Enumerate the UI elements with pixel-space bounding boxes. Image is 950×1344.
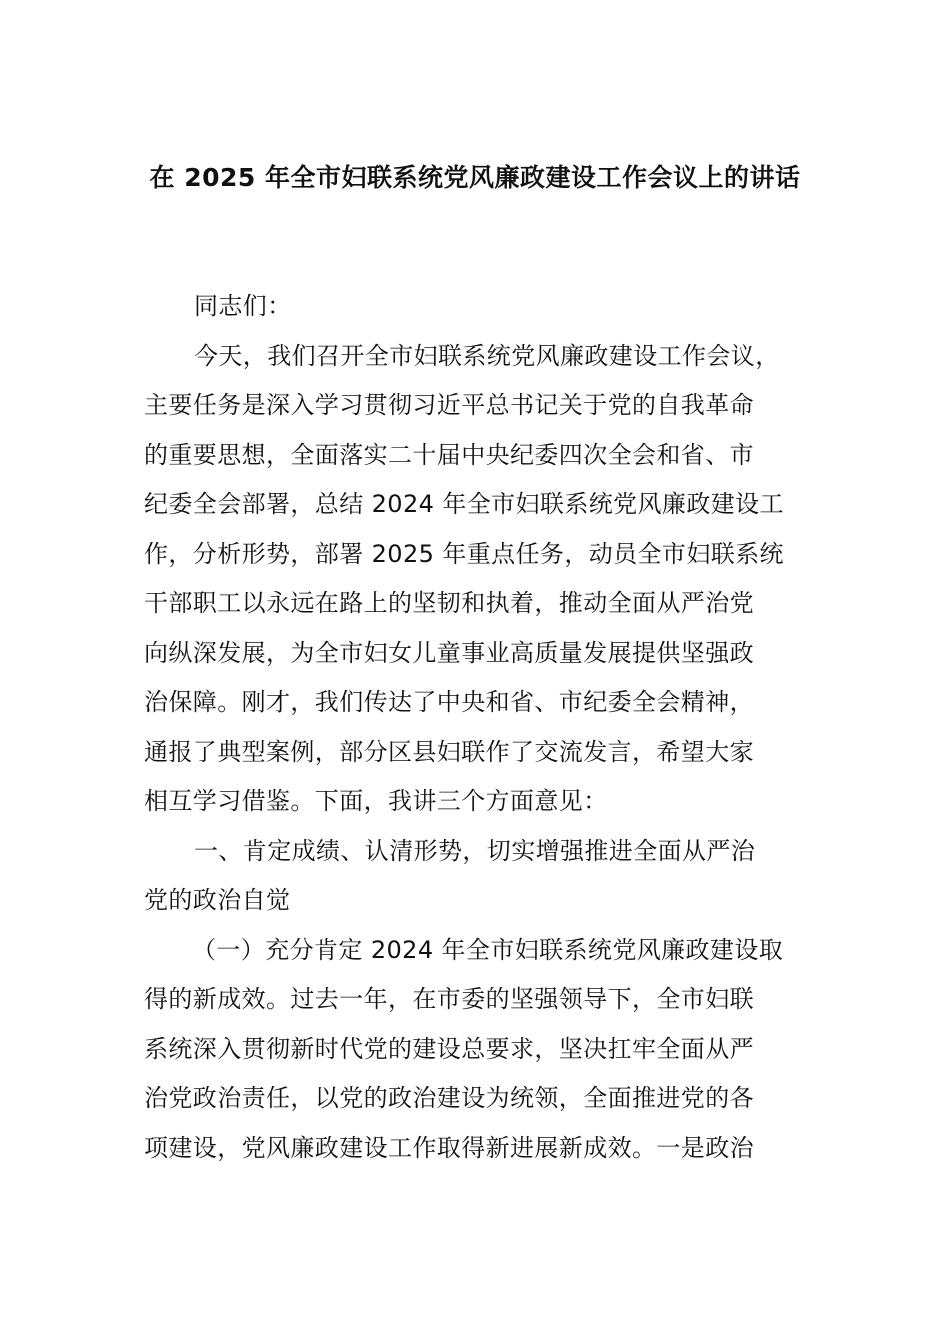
paragraph-line: 纪委全会部署，总结 2024 年全市妇联系统党风廉政建设工 [144, 490, 784, 518]
paragraph-line: 系统深入贯彻新时代党的建设总要求，坚决扛牢全面从严 [144, 1034, 754, 1063]
paragraph-line: 今天，我们召开全市妇联系统党风廉政建设工作会议， [194, 341, 780, 370]
subsection-line: （一）充分肯定 2024 年全市妇联系统党风廉政建设取 [192, 935, 784, 964]
paragraph-line: 治保障。刚才，我们传达了中央和省、市纪委全会精神， [144, 688, 754, 716]
paragraph-line: 向纵深发展，为全市妇女儿童事业高质量发展提供坚强政 [144, 638, 754, 667]
paragraph-line: 通报了典型案例，部分区县妇联作了交流发言，希望大家 [144, 737, 754, 766]
section-heading-line: 一、肯定成绩、认清形势，切实增强推进全面从严治 [194, 836, 756, 865]
paragraph-line: 项建设，党风廉政建设工作取得新进展新成效。一是政治 [144, 1133, 754, 1162]
salutation: 同志们： [194, 292, 292, 320]
paragraph-line: 主要任务是深入学习贯彻习近平总书记关于党的自我革命 [144, 391, 754, 419]
document-body [144, 282, 829, 1173]
paragraph-line: 相互学习借鉴。下面，我讲三个方面意见： [144, 787, 608, 815]
section-heading-line: 党的政治自觉 [144, 886, 291, 914]
paragraph-line: 治党政治责任，以党的政治建设为统领，全面推进党的各 [144, 1084, 754, 1112]
document-title: 在 2025 年全市妇联系统党风廉政建设工作会议上的讲话 [149, 163, 801, 192]
paragraph-line: 干部职工以永远在路上的坚韧和执着，推动全面从严治党 [144, 589, 754, 617]
paragraph-line: 作，分析形势，部署 2025 年重点任务，动员全市妇联系统 [144, 539, 784, 568]
paragraph-line: 的重要思想，全面落实二十届中央纪委四次全会和省、市 [144, 440, 754, 469]
paragraph-line: 得的新成效。过去一年，在市委的坚强领导下，全市妇联 [144, 985, 754, 1013]
